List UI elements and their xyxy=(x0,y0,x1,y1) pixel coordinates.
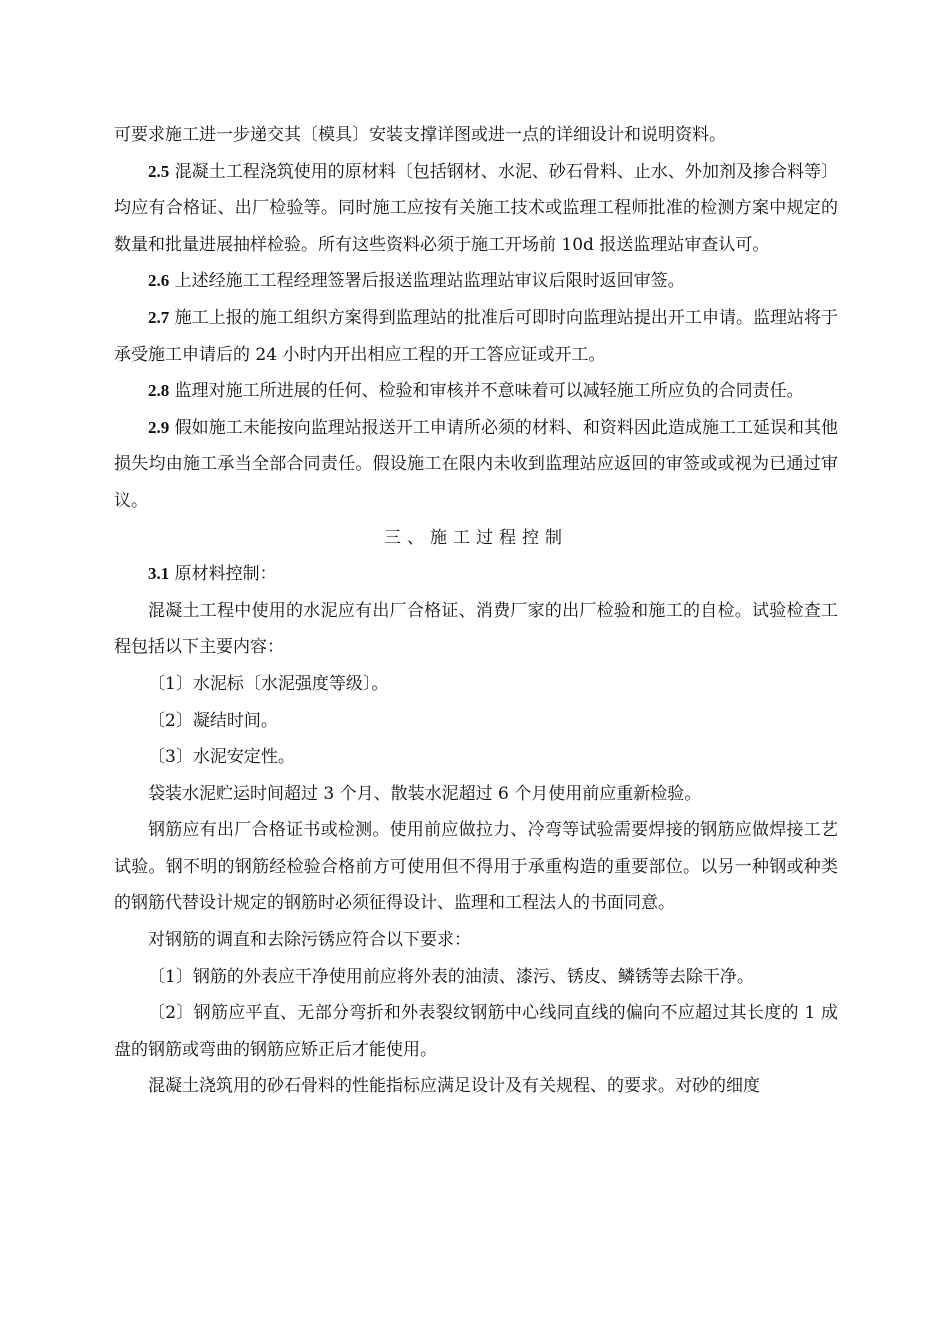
clause-number: 2.6 xyxy=(148,271,170,291)
paragraph: 混凝土浇筑用的砂石骨料的性能指标应满足设计及有关规程、的要求。对砂的细度 xyxy=(148,1076,760,1097)
paragraph-2-5: 2.5 混凝土工程浇筑使用的原材料〔包括钢材、水泥、砂石骨料、止水、外加剂及掺合料等〕均应有合格证、出厂检验等。同时施工应按有关施工技术或监理工程师批准的检测方案中规定的数量和批量进展抽样检验。所有这些资料必须于施工开场前 10d 报送监理站审查认可。 xyxy=(114,161,839,255)
list-item: 〔3〕水泥安定性。 xyxy=(148,747,295,768)
list-item: 〔1〕水泥标〔水泥强度等级〕。 xyxy=(148,673,389,694)
section-heading: 三、施工过程控制 xyxy=(384,527,568,548)
paragraph-2-9: 2.9 假如施工未能按向监理站报送开工申请所必须的材料、和资料因此造成施工工延误和其他损失均由施工承当全部合同责任。假设施工在限内未收到监理站应返回的审签或或视为已通过审议。 xyxy=(114,417,839,511)
paragraph: 钢筋应有出厂合格证书或检测。使用前应做拉力、冷弯等试验需要焊接的钢筋应做焊接工艺试验。钢不明的钢筋经检验合格前方可使用但不得用于承重构造的重要部位。以另一种钢或种类的钢筋代替设计规定的钢筋时必须征得设计、监理和工程法人的书面同意。 xyxy=(114,820,838,914)
paragraph: 袋装水泥贮运时间超过 3 个月、散装水泥超过 6 个月使用前应重新检验。 xyxy=(148,783,702,804)
list-item: 〔1〕钢筋的外表应干净使用前应将外表的油渍、漆污、锈皮、鳞锈等去除干净。 xyxy=(148,966,754,987)
clause-number: 2.5 xyxy=(148,161,170,181)
paragraph: 混凝土工程中使用的水泥应有出厂合格证、消费厂家的出厂检验和施工的自检。试验检查工程包括以下主要内容： xyxy=(114,600,838,658)
paragraph-2-8: 2.8 监理对施工所进展的任何、检验和审核并不意味着可以减轻施工所应负的合同责任。 xyxy=(148,381,804,402)
clause-number: 2.7 xyxy=(148,307,170,327)
paragraph-3-1: 3.1 原材料控制： xyxy=(148,564,277,585)
clause-number: 2.8 xyxy=(148,381,170,401)
list-item: 〔2〕凝结时间。 xyxy=(148,710,278,731)
paragraph: 对钢筋的调直和去除污锈应符合以下要求： xyxy=(148,930,471,951)
clause-number: 2.9 xyxy=(148,417,170,437)
clause-number: 3.1 xyxy=(148,564,170,584)
paragraph-2-7: 2.7 施工上报的施工组织方案得到监理站的批准后可即时向监理站提出开工申请。监理站将于承受施工申请后的 24 小时内开出相应工程的开工答应证或开工。 xyxy=(114,307,839,365)
paragraph-1: 可要求施工进一步递交其〔模具〕安装支撑详图或进一点的详细设计和说明资料。 xyxy=(114,125,726,145)
list-item: 〔2〕钢筋应平直、无部分弯折和外表裂纹钢筋中心线同直线的偏向不应超过其长度的 1 成盘的钢筋或弯曲的钢筋应矫正后才能使用。 xyxy=(114,1003,838,1060)
paragraph-2-6: 2.6 上述经施工工程经理签署后报送监理站监理站审议后限时返回审签。 xyxy=(148,271,685,292)
document-body xyxy=(114,117,838,1105)
